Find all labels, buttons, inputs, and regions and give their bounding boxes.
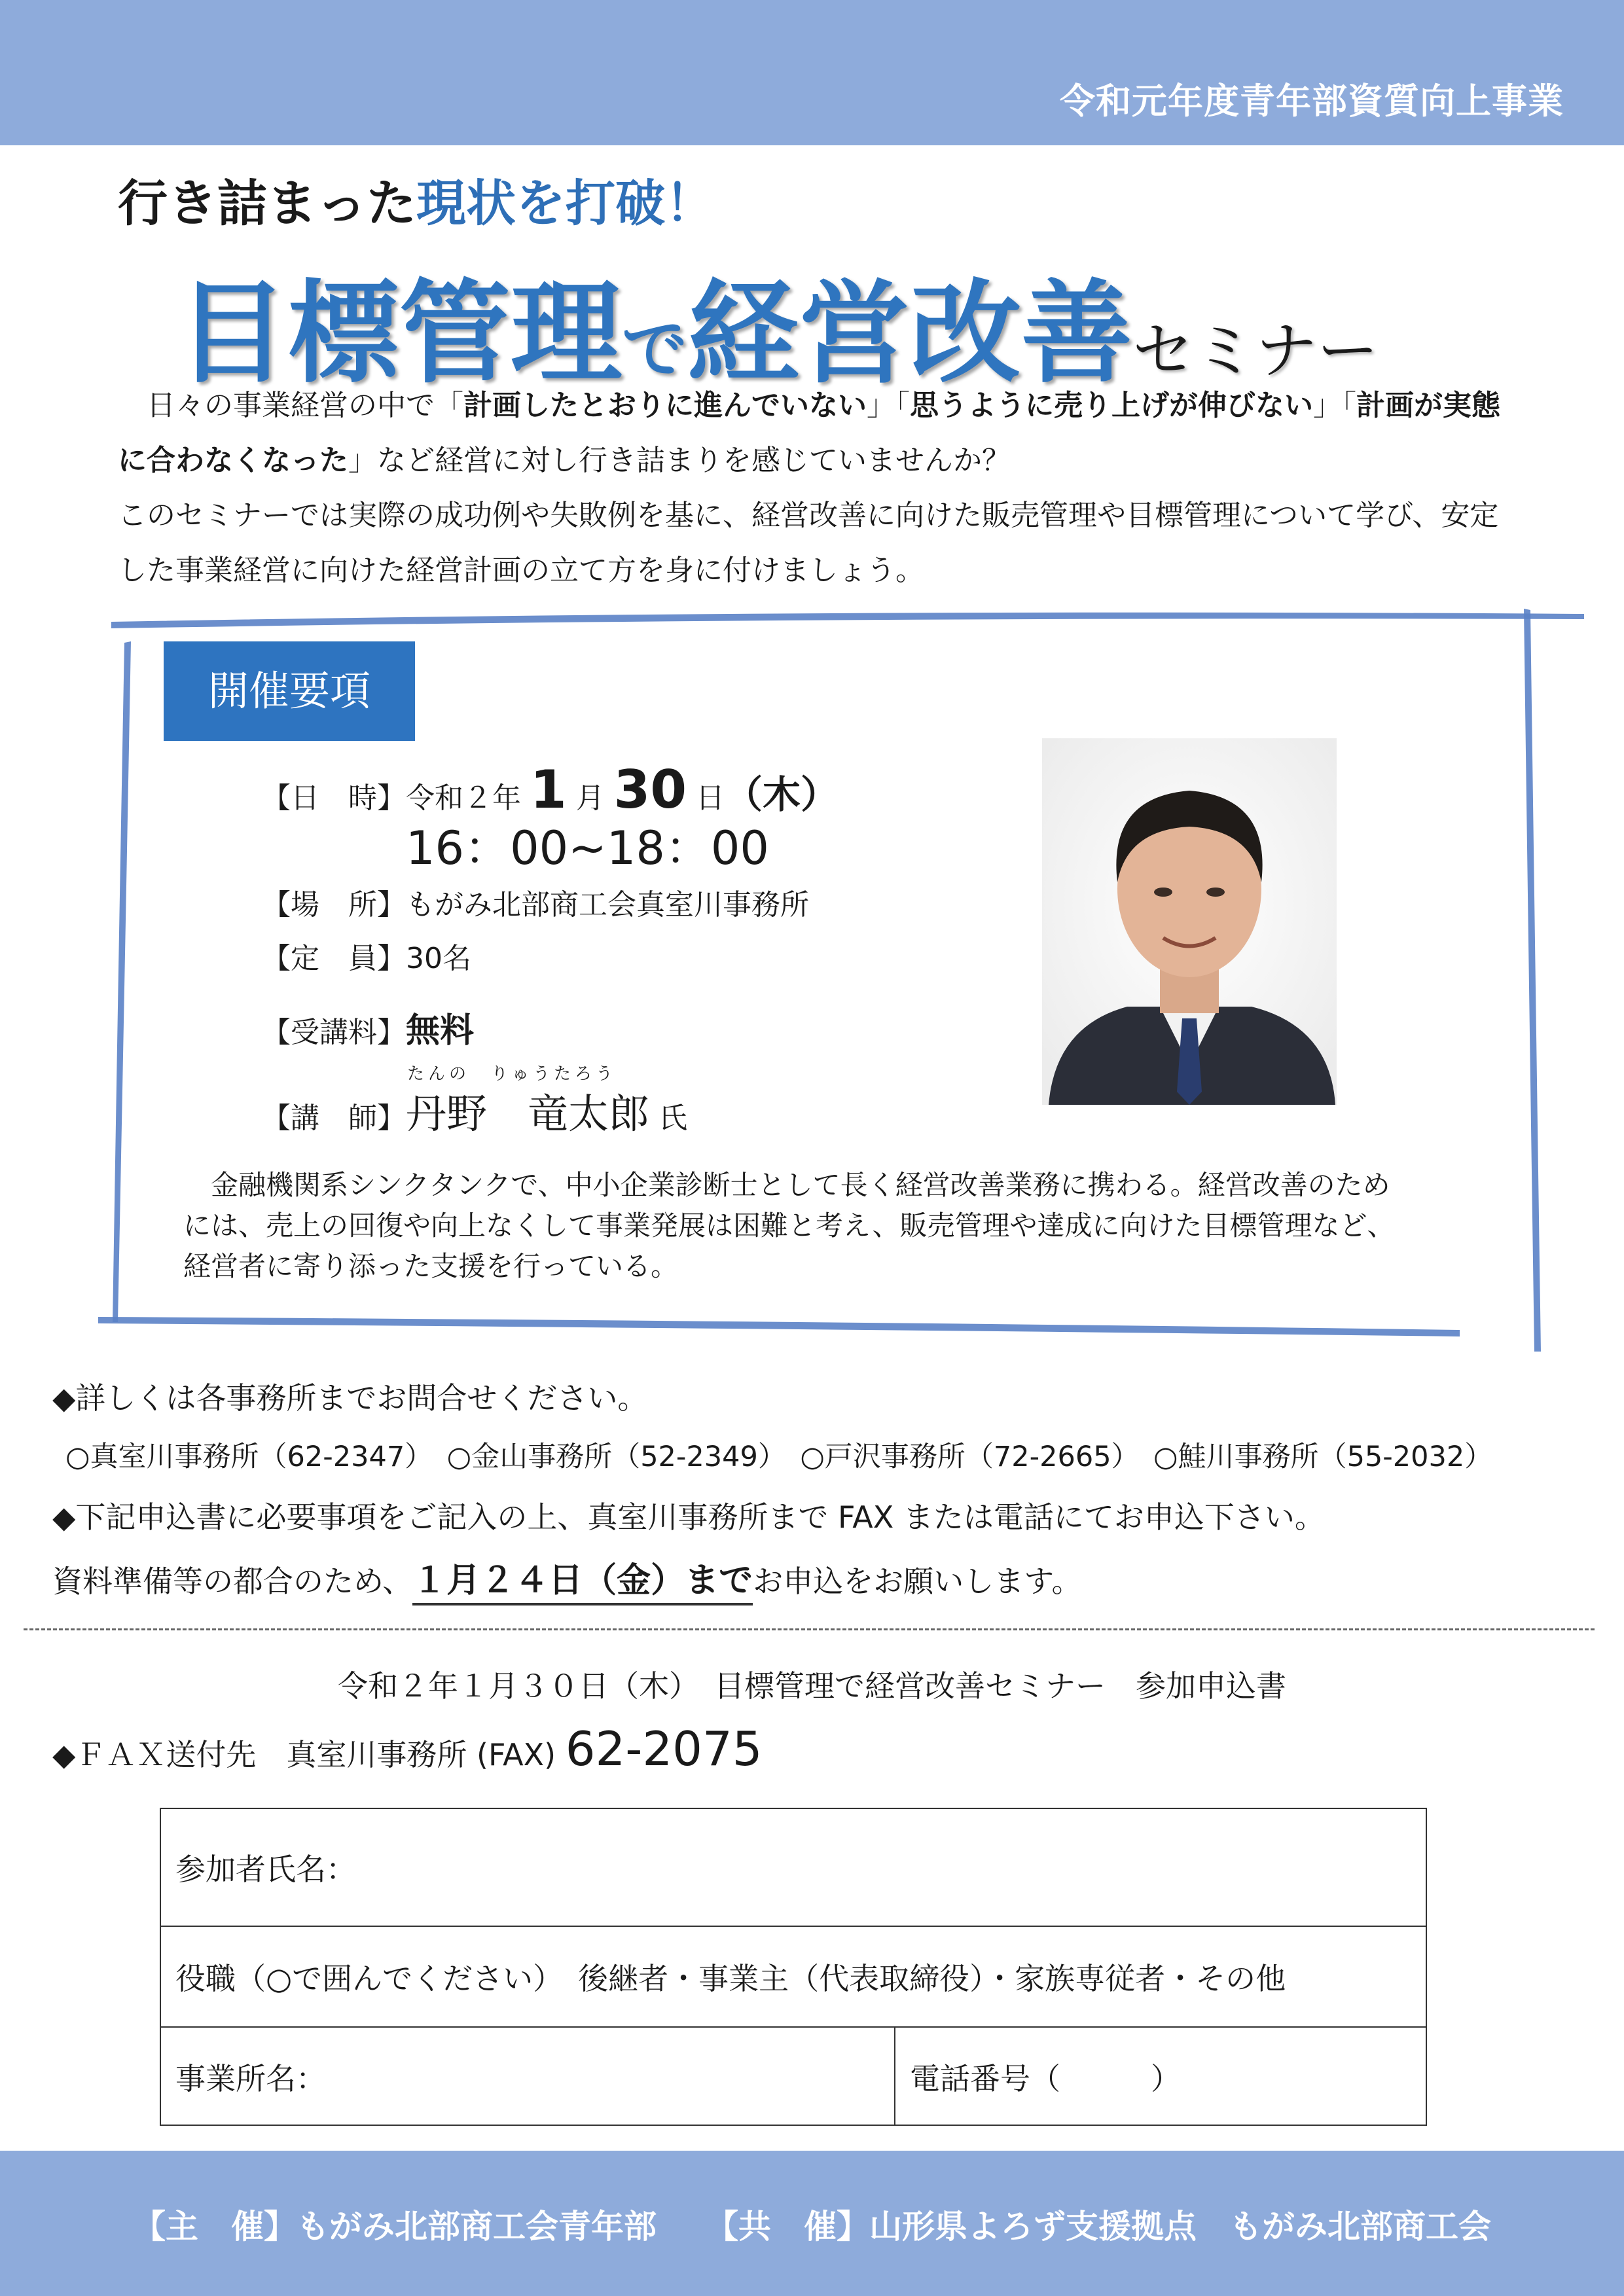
- bio-line: には、売上の回復や向上なくして事業発展は困難と考え、販売管理や達成に向けた目標管理など、: [183, 1210, 1395, 1242]
- intro-line: このセミナーでは実際の成功例や失敗例を基に、経営改善に向けた販売管理や目標管理について学び、安定: [118, 499, 1499, 532]
- intro-bold-seg: 計画したとおりに進んでいない: [463, 389, 867, 422]
- office-label: 事業所名：: [175, 2061, 326, 2096]
- date-day: 30: [613, 759, 687, 820]
- date-era: 令和２年: [406, 781, 521, 815]
- fax-number: 62-2075: [565, 1721, 763, 1776]
- place: もがみ北部商工会真室川事務所: [406, 888, 809, 922]
- name-field[interactable]: [161, 1809, 1426, 1926]
- form-row-name: [161, 1809, 1426, 1927]
- contact-line: ◆下記申込書に必要事項をご記入の上、真室川事務所まで FAX または電話にてお申込下さい。: [52, 1499, 1325, 1535]
- capacity: 30名: [406, 942, 471, 975]
- lecturer-ruby: たんの りゅうたろう: [407, 1064, 617, 1084]
- fee-row: [262, 1003, 474, 1052]
- capacity-row: [262, 935, 471, 977]
- organizer-label: 【主 催】もがみ北部商工会青年部 【共 催】山形県よろず支援拠点 もがみ北部商工会: [133, 2208, 1491, 2246]
- title-part4: セミナー: [1132, 315, 1379, 387]
- application-form: [160, 1808, 1427, 2126]
- date-key: 【日 時】: [262, 781, 406, 815]
- lecturer-bio: [183, 1165, 1506, 1287]
- details-badge: 開催要項: [164, 641, 415, 741]
- title-part3: 経営改善: [687, 269, 1133, 399]
- title-part1: 目標管理: [177, 269, 623, 399]
- intro-bold-seg: 計画が実態: [1356, 389, 1500, 422]
- intro-bold-seg: 思うように売り上げが伸びない: [910, 389, 1313, 422]
- deadline-line: [52, 1552, 1082, 1602]
- headline-highlight: 現状を打破！: [416, 174, 715, 232]
- lecturer-key: 【講 師】: [262, 1102, 406, 1135]
- deadline: １月２４日（金）まで: [412, 1561, 753, 1605]
- lecturer-row: [262, 1081, 687, 1139]
- cut-line: [24, 1628, 1595, 1630]
- headline: [118, 164, 715, 235]
- name-label: 参加者氏名：: [175, 1852, 356, 1887]
- lecturer-name: 丹野 竜太郎: [406, 1090, 650, 1138]
- fee-key: 【受講料】: [262, 1016, 406, 1049]
- title-part2: で: [622, 311, 688, 387]
- place-row: [262, 881, 809, 923]
- form-title: 令和２年１月３０日（木） 目標管理で経営改善セミナー 参加申込書: [338, 1668, 1286, 1704]
- date-weekday: （木）: [725, 772, 839, 817]
- office-field[interactable]: [161, 2028, 895, 2126]
- bottom-banner: [0, 2151, 1624, 2296]
- office-list: ○真室川事務所（62-2347） ○金山事務所（52-2349） ○戸沢事務所（72-2665） ○鮭川事務所（55-2032）: [65, 1441, 1493, 1473]
- place-key: 【場 所】: [262, 888, 406, 922]
- role-field[interactable]: [161, 1927, 1426, 2026]
- bio-line: 経営者に寄り添った支援を行っている。: [183, 1250, 679, 1282]
- role-label: 役職（○で囲んでください） 後継者・事業主（代表取締役）・家族専従者・その他: [175, 1961, 1286, 1996]
- contact-line: ◆詳しくは各事務所までお問合せください。: [52, 1380, 648, 1416]
- time: 16：00~18：00: [406, 821, 769, 875]
- fee: 無料: [406, 1011, 475, 1050]
- phone-label: 電話番号（ ）: [910, 2061, 1181, 2096]
- deadline-suffix: お申込をお願いします。: [753, 1564, 1082, 1599]
- deadline-prefix: 資料準備等の都合のため、: [52, 1564, 413, 1599]
- intro-text-seg: 」「: [1313, 389, 1356, 422]
- form-row-role: [161, 1927, 1426, 2028]
- bio-line: 金融機関系シンクタンクで、中小企業診断士として長く経営改善業務に携わる。経営改善のため: [211, 1169, 1390, 1201]
- date-month: 1: [530, 759, 567, 820]
- date-month-unit: 月: [575, 781, 605, 815]
- fax-line: [52, 1721, 763, 1776]
- lecturer-photo: [1042, 738, 1337, 1105]
- phone-field[interactable]: [895, 2028, 1427, 2126]
- intro-bold-seg: に合わなくなった: [118, 444, 348, 477]
- capacity-key: 【定 員】: [262, 942, 406, 975]
- headline-prefix: 行き詰まった: [118, 174, 416, 232]
- intro-text: [118, 378, 1558, 598]
- intro-line: した事業経営に向けた経営計画の立て方を身に付けましょう。: [118, 554, 924, 587]
- intro-text-seg: 」「: [867, 389, 910, 422]
- lecturer-suffix: 氏: [659, 1102, 688, 1135]
- program-label: 令和元年度青年部資質向上事業: [1060, 81, 1564, 122]
- form-row-office: [161, 2028, 1426, 2126]
- intro-text-seg: 」など経営に対し行き詰まりを感じていませんか？: [348, 444, 1011, 477]
- date-day-unit: 日: [696, 781, 725, 815]
- intro-text-seg: 日々の事業経営の中で「: [147, 389, 463, 422]
- top-banner: [0, 0, 1624, 145]
- fax-label: ◆ＦＡＸ送付先 真室川事務所 (FAX): [52, 1737, 566, 1772]
